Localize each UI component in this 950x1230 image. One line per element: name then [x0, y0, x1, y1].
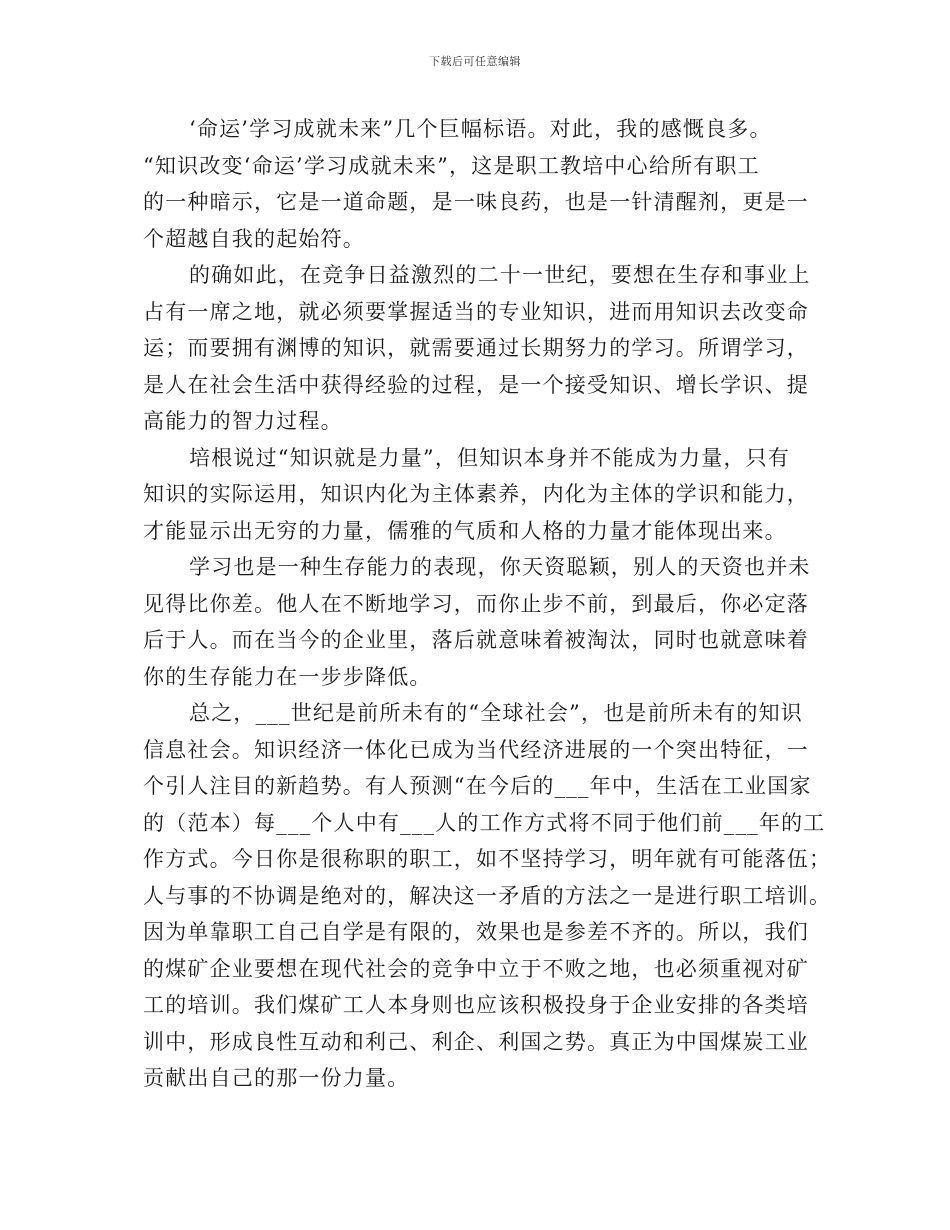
text-line: 个超越自我的起始符。	[143, 226, 365, 251]
text-line: 的一种暗示，它是一道命题，是一味良药，也是一针清醒剂，更是一	[143, 190, 809, 214]
text-line: 信息社会。知识经济一体化已成为当代经济进展的一个突出特征，一	[143, 737, 809, 762]
text-line: 因为单靠职工自己自学是有限的，效果也是参差不齐的。所以，我们	[143, 920, 809, 944]
text-line: 训中，形成良性互动和利己、利企、利国之势。真正为中国煤炭工业	[143, 1029, 809, 1054]
text-line: ‘命运’学习成就未来”几个巨幅标语。对此，我的感慨良多。	[189, 117, 772, 141]
text-line: 的煤矿企业要想在现代社会的竞争中立于不败之地，也必须重视对矿	[143, 956, 809, 981]
text-line: 个引人注目的新趋势。有人预测“在今后的___年中，生活在工业国家	[143, 774, 812, 798]
text-line: 你的生存能力在一步步降低。	[143, 664, 432, 689]
text-line: 后于人。而在当今的企业里，落后就意味着被淘汰，同时也就意味着	[143, 628, 809, 652]
text-line: 总之，___世纪是前所未有的“全球社会”，也是前所未有的知识	[189, 701, 803, 725]
text-line: 的（范本）每___个人中有___人的工作方式将不同于他们前___年的工	[143, 810, 826, 835]
text-line: 占有一席之地，就必须要掌握适当的专业知识，进而用知识去改变命	[143, 299, 809, 324]
text-line: 知识的实际运用，知识内化为主体素养，内化为主体的学识和能力，	[143, 482, 809, 506]
text-line: 培根说过“知识就是力量”，但知识本身并不能成为力量，只有	[189, 445, 791, 470]
text-line: 是人在社会生活中获得经验的过程，是一个接受知识、增长学识、提	[143, 372, 809, 397]
document-body	[143, 111, 832, 1097]
text-line: 高能力的智力过程。	[143, 409, 343, 433]
text-line: “知识改变‘命运’学习成就未来”，这是职工教培中心给所有职工	[143, 153, 760, 178]
text-line: 见得比你差。他人在不断地学习，而你止步不前，到最后，你必定落	[143, 591, 809, 616]
text-line: 学习也是一种生存能力的表现，你天资聪颖，别人的天资也并未	[189, 555, 811, 579]
text-line: 贡献出自己的那一份力量。	[143, 1066, 410, 1090]
text-line: 作方式。今日你是很称职的职工，如不坚持学习，明年就有可能落伍；	[143, 847, 832, 871]
page-header: 下载后可任意编辑	[429, 55, 521, 68]
text-line: 的确如此，在竞争日益激烈的二十一世纪，要想在生存和事业上	[189, 263, 811, 287]
text-line: 运；而要拥有渊博的知识，就需要通过长期努力的学习。所谓学习，	[143, 336, 809, 360]
text-line: 工的培训。我们煤矿工人本身则也应该积极投身于企业安排的各类培	[143, 993, 809, 1017]
text-line: 人与事的不协调是绝对的，解决这一矛盾的方法之一是进行职工培训。	[143, 883, 832, 908]
text-line: 才能显示出无穷的力量，儒雅的气质和人格的力量才能体现出来。	[143, 518, 787, 543]
